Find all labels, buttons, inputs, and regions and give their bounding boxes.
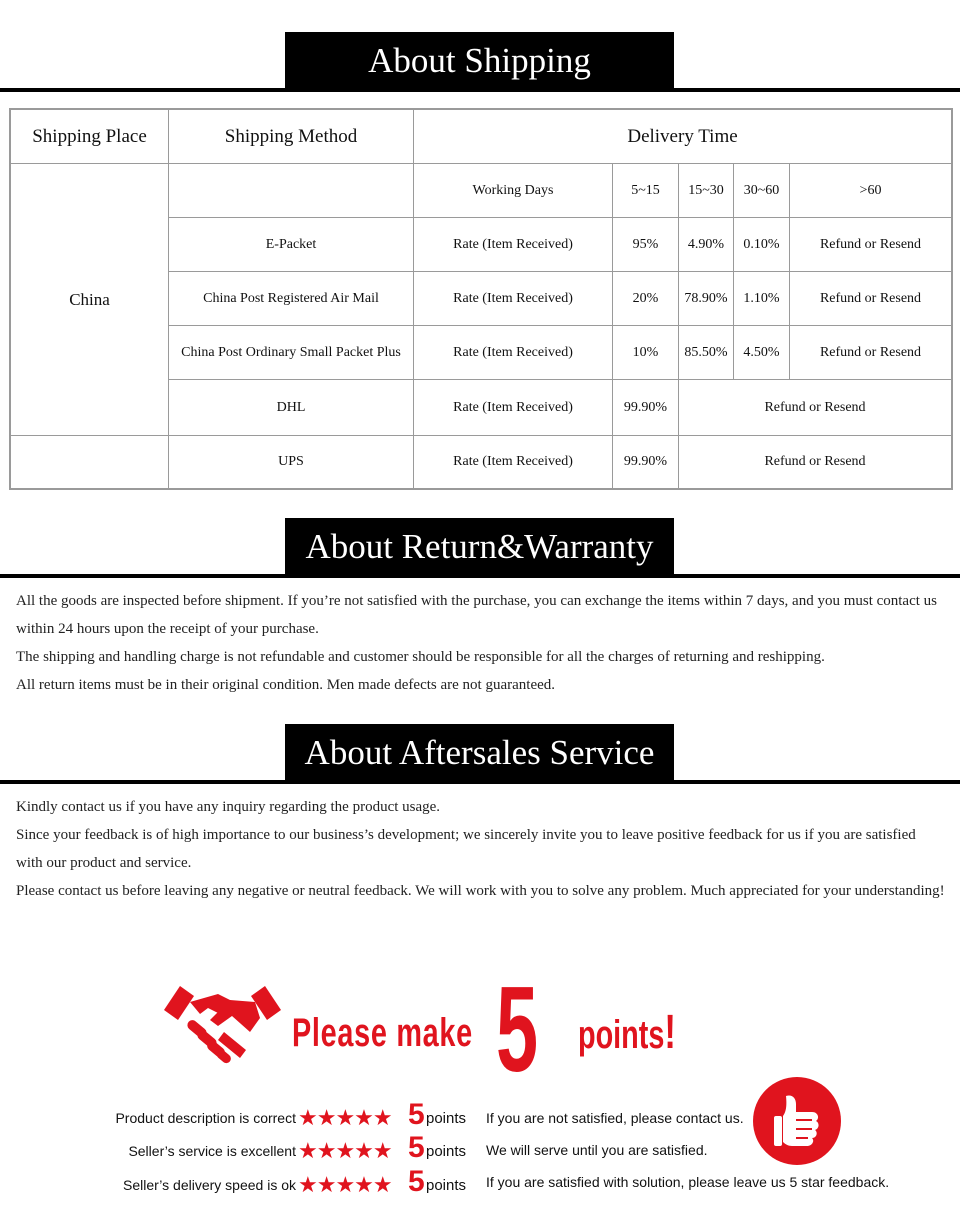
rate-label: Rate (Item Received) (413, 325, 613, 380)
refund-or-resend: Refund or Resend (678, 435, 952, 489)
refund-or-resend: Refund or Resend (789, 325, 952, 380)
rating-label: Seller’s service is excellent (128, 1143, 296, 1159)
rate-value: 1.10% (733, 271, 790, 326)
rate-value: 10% (612, 325, 679, 380)
rate-label: Rate (Item Received) (413, 435, 613, 489)
aftersales-text (16, 793, 946, 905)
method-empty (168, 163, 414, 218)
rate-value: 95% (612, 217, 679, 272)
thumbs-up-icon (752, 1076, 842, 1166)
method-china-post-small-packet: China Post Ordinary Small Packet Plus (168, 325, 414, 380)
rate-value: 20% (612, 271, 679, 326)
warranty-paragraph: All return items must be in their original condition. Men made defects are not guaranteed. (16, 677, 556, 693)
rating-five: 5 (408, 1098, 425, 1131)
aftersales-paragraph: Please contact us before leaving any negative or neutral feedback. We will work with you to solve any problem. Much appreciated for your understanding! (16, 883, 945, 899)
rate-label: Rate (Item Received) (413, 379, 613, 436)
exclamation-mark: ! (664, 1006, 676, 1059)
warranty-paragraph: The shipping and handling charge is not refundable and customer should be responsible for all the charges of returning and reshipping. (16, 649, 825, 665)
points-word: points (578, 1013, 665, 1057)
aftersales-section-title: About Aftersales Service (285, 724, 674, 782)
shipping-section-title: About Shipping (285, 32, 674, 90)
five-star-icon: ★★★★★ (298, 1105, 392, 1130)
method-china-post-air-mail: China Post Registered Air Mail (168, 271, 414, 326)
rating-five: 5 (408, 1131, 425, 1164)
rating-points: points (426, 1143, 467, 1160)
section-divider (0, 780, 960, 784)
aftersales-paragraph: Kindly contact us if you have any inquiry regarding the product usage. (16, 799, 441, 815)
rate-value: 78.90% (678, 271, 734, 326)
method-epacket: E-Packet (168, 217, 414, 272)
aftersales-paragraph: Since your feedback is of high importance to our business’s development; we sincerely invite you to leave positive feedback for us if you are satisfied with our product and service. (16, 827, 916, 871)
rate-value: 85.50% (678, 325, 734, 380)
rate-value: 4.90% (678, 217, 734, 272)
refund-or-resend: Refund or Resend (678, 379, 952, 436)
refund-or-resend: Refund or Resend (789, 271, 952, 326)
rating-points: points (426, 1110, 467, 1127)
five-star-icon: ★★★★★ (298, 1138, 392, 1163)
please-make-text: Please make (292, 1011, 473, 1055)
rating-five: 5 (408, 1165, 425, 1198)
rate-value: 99.90% (612, 435, 679, 489)
five-star-icon: ★★★★★ (298, 1172, 392, 1197)
range-30-60: 30~60 (733, 163, 790, 218)
rating-note: If you are not satisfied, please contact us. (486, 1110, 744, 1126)
rate-label: Rate (Item Received) (413, 271, 613, 326)
method-ups: UPS (168, 435, 414, 489)
rating-note: If you are satisfied with solution, please leave us 5 star feedback. (486, 1174, 890, 1190)
warranty-paragraph: All the goods are inspected before shipment. If you’re not satisfied with the purchase, you can exchange the items within 7 days, and you must contact us within 24 hours upon the receipt of your purchase. (16, 593, 938, 637)
header-delivery-time: Delivery Time (413, 109, 952, 164)
section-divider (0, 574, 960, 578)
rating-label: Product description is correct (115, 1110, 296, 1126)
rating-points: points (426, 1177, 467, 1194)
refund-or-resend: Refund or Resend (789, 217, 952, 272)
warranty-text (16, 587, 946, 699)
points-text (578, 1004, 676, 1064)
rating-note: We will serve until you are satisfied. (486, 1142, 708, 1158)
rate-value: 4.50% (733, 325, 790, 380)
place-empty (10, 435, 169, 489)
range-5-15: 5~15 (612, 163, 679, 218)
rate-label: Rate (Item Received) (413, 217, 613, 272)
rate-value: 99.90% (612, 379, 679, 436)
handshake-icon (160, 980, 285, 1070)
header-shipping-method: Shipping Method (168, 109, 414, 164)
method-dhl: DHL (168, 379, 414, 436)
header-shipping-place: Shipping Place (10, 109, 169, 164)
section-divider (0, 88, 960, 92)
place-china: China (10, 163, 169, 436)
big-five-text: 5 (496, 961, 539, 1097)
working-days-label: Working Days (413, 163, 613, 218)
rate-value: 0.10% (733, 217, 790, 272)
range-15-30: 15~30 (678, 163, 734, 218)
rating-label: Seller’s delivery speed is ok (122, 1177, 296, 1193)
range-over-60: >60 (789, 163, 952, 218)
warranty-section-title: About Return&Warranty (285, 518, 674, 576)
